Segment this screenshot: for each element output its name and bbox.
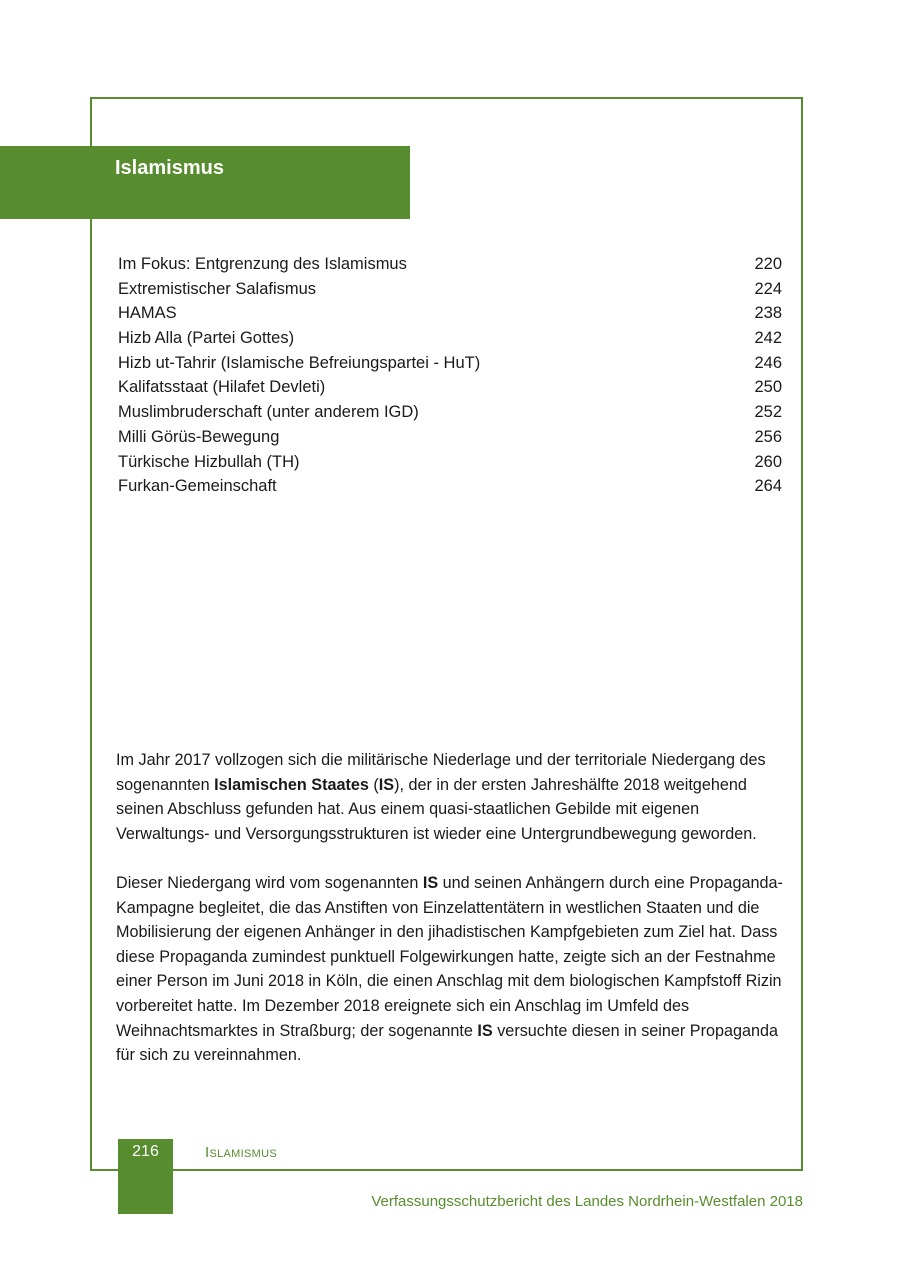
body-text: [116, 748, 784, 1092]
toc-page: 256: [754, 427, 782, 446]
toc-page: 246: [754, 353, 782, 372]
toc-label: Furkan-Gemeinschaft: [118, 477, 277, 496]
section-header-band: [0, 146, 410, 219]
toc-label: Türkische Hizbullah (TH): [118, 452, 300, 471]
toc-page: 264: [754, 477, 782, 496]
toc-label: Extremistischer Salafismus: [118, 279, 317, 298]
toc-item[interactable]: [118, 425, 782, 450]
footer-text: Verfassungsschutzbericht des Landes Nordrhein-Westfalen 2018: [371, 1193, 803, 1210]
toc-page: 250: [754, 378, 782, 397]
toc-page: 260: [754, 452, 782, 471]
toc-label: Milli Görüs-Bewegung: [118, 427, 280, 446]
toc-label: Hizb ut-Tahrir (Islamische Befreiungspartei - HuT): [118, 353, 481, 372]
running-head: Islamismus: [205, 1144, 277, 1161]
paragraph-2: Dieser Niedergang wird vom sogenannten IS und seinen Anhängern durch eine Propaganda-Kampagne begleitet, die das Anstiften von Einzelattentätern in westlichen Staaten und die Mobilisierung der eigenen Anhänger in den jihadistischen Kampfgebieten zum Ziel hat. Dass diese Propaganda zumindest punktuell Folgewirkungen hatte, zeigte sich an der Festnahme einer Person im Juni 2018 in Köln, die einen Anschlag mit dem biologischen Kampfstoff Rizin vorbereitet hatte. Im Dezember 2018 ereignete sich ein Anschlag im Umfeld des Weihnachtsmarktes in Straßburg; der sogenannte IS versuchte diesen in seiner Propaganda für sich zu vereinnahmen.: [116, 873, 783, 1065]
toc-label: Hizb Alla (Partei Gottes): [118, 329, 295, 348]
paragraph-1: Im Jahr 2017 vollzogen sich die militärische Niederlage und der territoriale Niedergang des sogenannten Islamischen Staates (IS), der in der ersten Jahreshälfte 2018 weitgehend seinen Abschluss gefunden hat. Aus einem quasi-staatlichen Gebilde mit eigenen Verwaltungs- und Versorgungsstrukturen ist wieder eine Untergrundbewegung geworden.: [116, 751, 766, 843]
toc-item[interactable]: [118, 326, 782, 351]
page-number-box: [118, 1139, 173, 1214]
toc-item[interactable]: [118, 301, 782, 326]
toc-label: Muslimbruderschaft (unter anderem IGD): [118, 403, 419, 422]
toc-item[interactable]: [118, 252, 782, 277]
toc-item[interactable]: [118, 400, 782, 425]
toc-page: 224: [754, 279, 782, 298]
toc-label: HAMAS: [118, 304, 177, 323]
page-number: 216: [132, 1143, 159, 1160]
toc-page: 220: [754, 255, 782, 273]
toc-item[interactable]: [118, 450, 782, 475]
toc-label: Im Fokus: Entgrenzung des Islamismus: [118, 255, 407, 273]
toc-page: 238: [754, 304, 782, 323]
toc-item[interactable]: [118, 474, 782, 499]
toc-item[interactable]: [118, 351, 782, 376]
section-title: Islamismus: [115, 157, 224, 179]
table-of-contents: [118, 252, 782, 499]
toc-label: Kalifatsstaat (Hilafet Devleti): [118, 378, 326, 397]
toc-item[interactable]: [118, 375, 782, 400]
toc-page: 252: [754, 403, 782, 422]
toc-item[interactable]: [118, 277, 782, 302]
toc-page: 242: [754, 329, 782, 348]
